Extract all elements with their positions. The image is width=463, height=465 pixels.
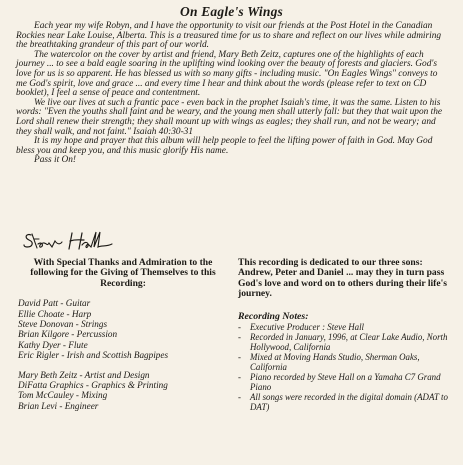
closing-line: Pass it On! xyxy=(34,155,77,166)
list-item: - Recorded in January, 1996, at Clear Lake Audio, North Hollywood, California xyxy=(238,331,448,352)
credit-item: Tom McCauley - Mixing xyxy=(18,390,108,401)
list-item: - Mixed at Moving Hands Studio, Sherman Oaks, California xyxy=(238,351,420,372)
list-bullet: - xyxy=(238,371,241,382)
credit-item: Brian Levi - Engineer xyxy=(18,400,99,411)
list-bullet: - xyxy=(238,331,241,342)
thanks-heading: With Special Thanks and Admiration to the following for the Giving of Themselves to this Recording: xyxy=(30,257,216,289)
liner-notes-body xyxy=(16,22,449,166)
paragraph-post-hotel: Each year my wife Robyn, and I have the opportunity to visit our friends at the Post Hotel in the Canadian Rockies near Lake Louise, Alberta. This is a treasured time for us to share and reflect on our lives while admiring the breathtaking grandeur of this part of our world. xyxy=(16,21,442,51)
list-item: - Piano recorded by Steve Hall on a Yamaha C7 Grand Piano xyxy=(238,371,441,392)
list-bullet: - xyxy=(238,321,241,332)
production-credits xyxy=(18,370,228,412)
dedication-column xyxy=(238,258,456,412)
handwritten-signature xyxy=(22,229,122,251)
recording-notes-heading: Recording Notes: xyxy=(238,310,309,322)
list-item: - Executive Producer : Steve Hall xyxy=(238,321,365,332)
thanks-column xyxy=(18,258,228,411)
recording-notes-list xyxy=(238,322,456,412)
credit-item: Ellie Choate - Harp xyxy=(18,308,92,319)
list-item: - All songs were recorded in the digital domain (ADAT to DAT) xyxy=(238,391,448,412)
credit-item: Eric Rigler - Irish and Scottish Bagpipes xyxy=(18,350,169,361)
dedication-text: This recording is dedicated to our three sons: Andrew, Peter and Daniel ... may they in turn pass God's love and word on to others during their life's journey. xyxy=(238,257,448,300)
credit-item: Steve Donovan - Strings xyxy=(18,319,108,330)
paragraph-hope: It is my hope and prayer that this album will help people to feel the lifting power of faith in God. May God bless you and keep you, and this music glorify His name. xyxy=(16,136,433,156)
list-bullet: - xyxy=(238,391,241,402)
credit-item: Brian Kilgore - Percussion xyxy=(18,329,118,340)
musician-credits xyxy=(18,298,228,360)
paragraph-watercolor: The watercolor on the cover by artist and friend, Mary Beth Zeitz, captures one of the highlights of each journey ... to see a bald eagle soaring in the uplifting wind looking over the beauty of forests and glaciers. God's love for us is so apparent. He has blessed us with so many gifts - including music. "On Eagles Wings" conveys to me God's spirit, love and grace ... and every time I hear and think about the words (please refer to text on CD booklet), I feel a sense of peace and contentment. xyxy=(16,49,438,99)
list-bullet: - xyxy=(238,351,241,362)
credit-item: Kathy Dyer - Flute xyxy=(18,339,88,350)
credit-item: DiFatta Graphics - Graphics & Printing xyxy=(18,380,168,391)
credit-item: Mary Beth Zeitz - Artist and Design xyxy=(18,369,150,380)
paragraph-isaiah: We live our lives at such a frantic pace - even back in the prophet Isaiah's time, it was the same. Listen to his words: "Even the youths shall faint and be weary, and the young men shall utterly fall: but they that wait upon the Lord shall renew their strength; they shall mount up with wings as eagles; they shall run, and not be weary; and they shall walk, and not faint." Isaiah 40:30-31 xyxy=(16,97,443,137)
credit-item: David Patt - Guitar xyxy=(18,298,91,309)
page-title: On Eagle's Wings xyxy=(180,4,283,19)
